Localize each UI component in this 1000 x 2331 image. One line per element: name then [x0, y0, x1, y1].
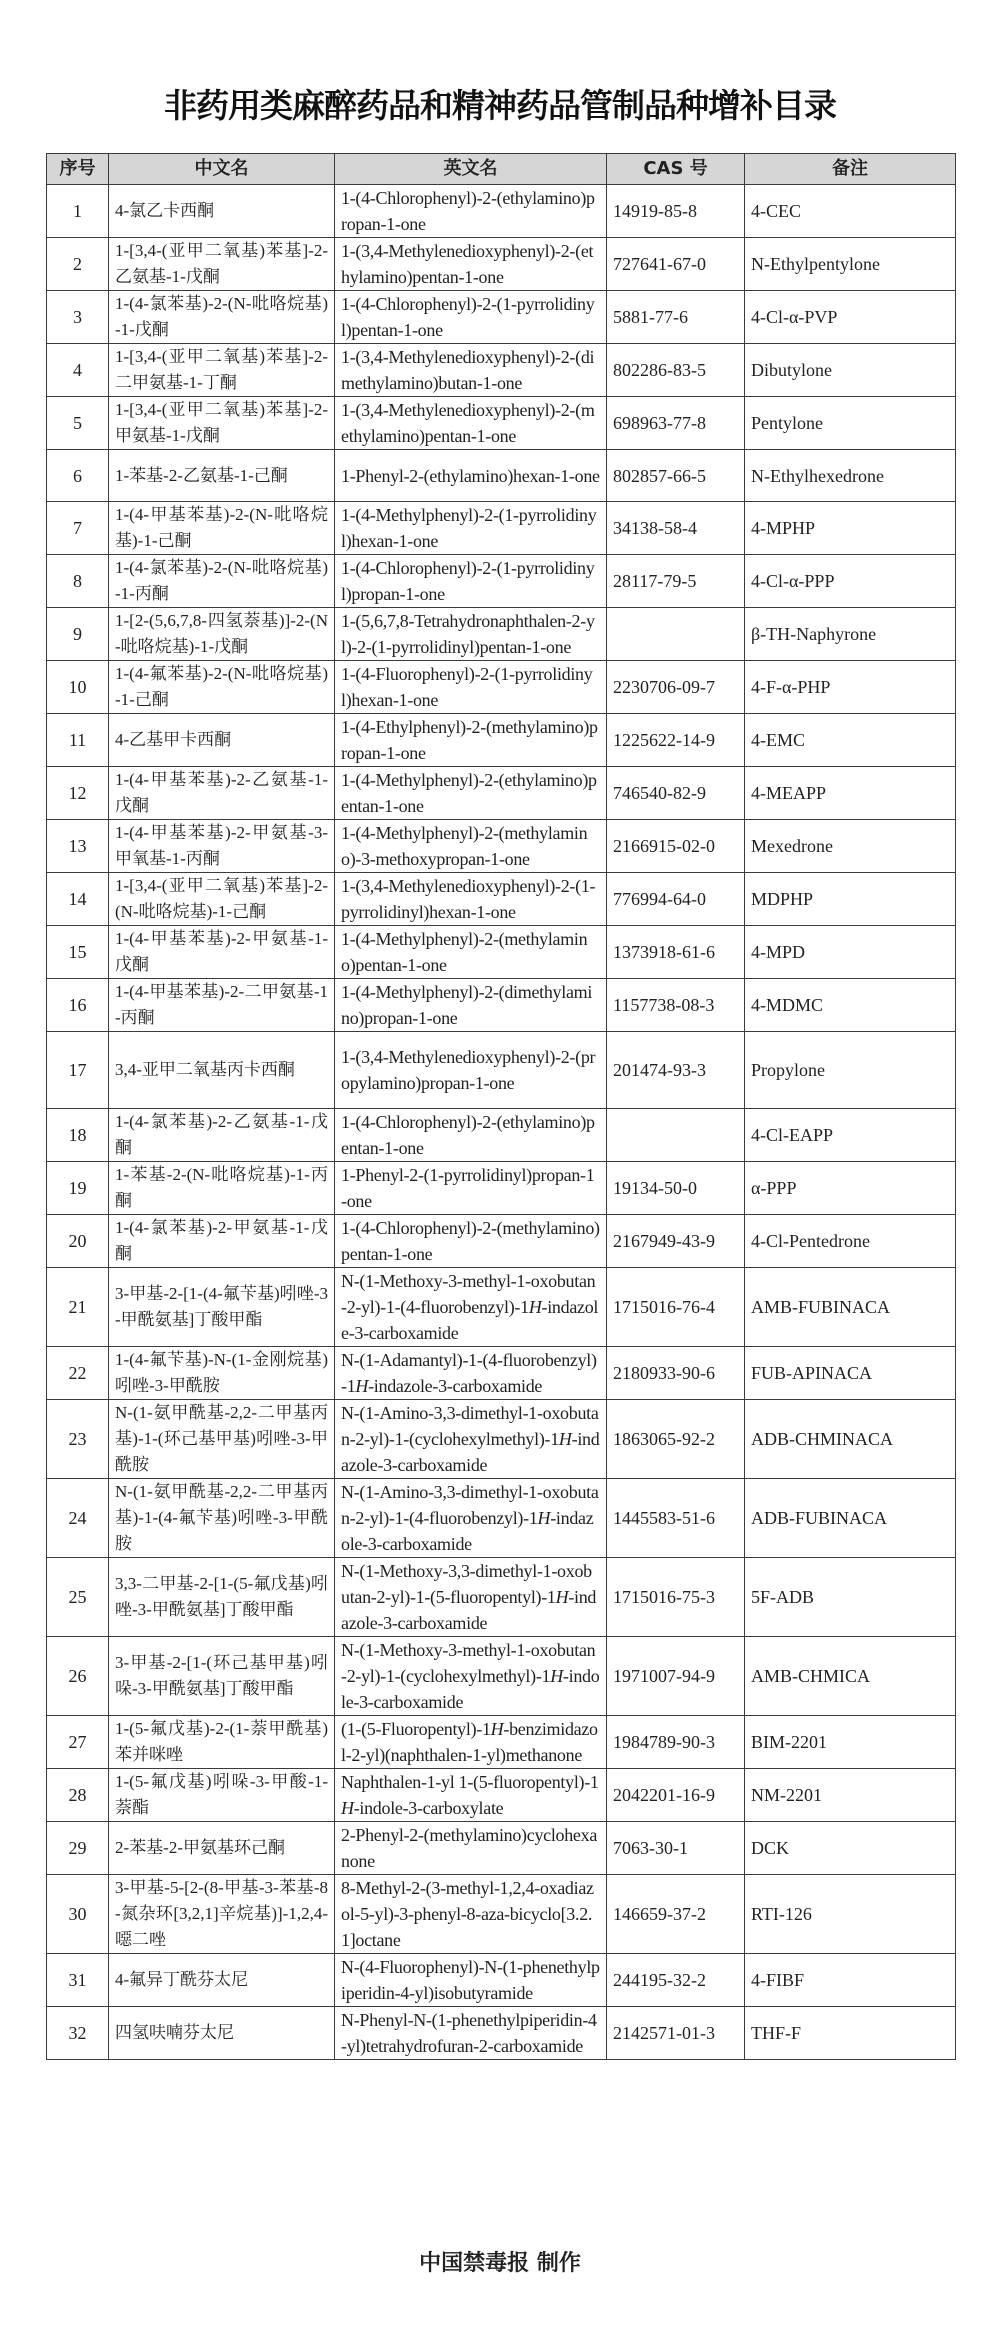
english-name: N-(1-Methoxy-3,3-dimethyl-1-oxobutan-2-yl)-1-(5-fluoropentyl)-1H-indazole-3-carboxamide — [335, 1558, 607, 1637]
row-index: 13 — [47, 820, 109, 873]
cas-number: 776994-64-0 — [607, 873, 745, 926]
row-index: 1 — [47, 185, 109, 238]
english-name: (1-(5-Fluoropentyl)-1H-benzimidazol-2-yl)(naphthalen-1-yl)methanone — [335, 1716, 607, 1769]
table-row — [47, 2007, 956, 2060]
cas-number: 201474-93-3 — [607, 1032, 745, 1109]
table-row — [47, 767, 956, 820]
chinese-name: 2-苯基-2-甲氨基环己酮 — [109, 1822, 335, 1875]
row-index: 31 — [47, 1954, 109, 2007]
table-row — [47, 502, 956, 555]
cas-number: 146659-37-2 — [607, 1875, 745, 1954]
remarks: 4-Cl-α-PPP — [745, 555, 956, 608]
chinese-name: 1-苯基-2-乙氨基-1-己酮 — [109, 450, 335, 502]
row-index: 19 — [47, 1162, 109, 1215]
row-index: 28 — [47, 1769, 109, 1822]
chinese-name: 3-甲基-2-[1-(4-氟苄基)吲唑-3-甲酰氨基]丁酸甲酯 — [109, 1268, 335, 1347]
table-row — [47, 1400, 956, 1479]
remarks: Propylone — [745, 1032, 956, 1109]
row-index: 22 — [47, 1347, 109, 1400]
remarks: N-Ethylpentylone — [745, 238, 956, 291]
chinese-name: 1-(4-氟苄基)-N-(1-金刚烷基)吲唑-3-甲酰胺 — [109, 1347, 335, 1400]
cas-number: 1445583-51-6 — [607, 1479, 745, 1558]
table-row — [47, 820, 956, 873]
header-chinese-name: 中文名 — [109, 154, 335, 185]
chinese-name: 1-苯基-2-(N-吡咯烷基)-1-丙酮 — [109, 1162, 335, 1215]
row-index: 16 — [47, 979, 109, 1032]
table-row — [47, 238, 956, 291]
row-index: 25 — [47, 1558, 109, 1637]
remarks: Pentylone — [745, 397, 956, 450]
english-name: N-(1-Amino-3,3-dimethyl-1-oxobutan-2-yl)-1-(cyclohexylmethyl)-1H-indazole-3-carboxamide — [335, 1400, 607, 1479]
english-name: 1-(3,4-Methylenedioxyphenyl)-2-(dimethylamino)butan-1-one — [335, 344, 607, 397]
row-index: 9 — [47, 608, 109, 661]
chinese-name: 3-甲基-5-[2-(8-甲基-3-苯基-8-氮杂环[3,2,1]辛烷基)]-1,2,4-噁二唑 — [109, 1875, 335, 1954]
row-index: 32 — [47, 2007, 109, 2060]
english-name: 1-(4-Methylphenyl)-2-(dimethylamino)propan-1-one — [335, 979, 607, 1032]
english-name: 1-(4-Methylphenyl)-2-(methylamino)-3-methoxypropan-1-one — [335, 820, 607, 873]
cas-number: 1715016-76-4 — [607, 1268, 745, 1347]
chinese-name: 3-甲基-2-[1-(环己基甲基)吲哚-3-甲酰氨基]丁酸甲酯 — [109, 1637, 335, 1716]
row-index: 7 — [47, 502, 109, 555]
cas-number: 2167949-43-9 — [607, 1215, 745, 1268]
english-name: 1-Phenyl-2-(ethylamino)hexan-1-one — [335, 450, 607, 502]
cas-number: 244195-32-2 — [607, 1954, 745, 2007]
row-index: 3 — [47, 291, 109, 344]
chinese-name: 1-(5-氟戊基)-2-(1-萘甲酰基)苯并咪唑 — [109, 1716, 335, 1769]
chinese-name: 1-[2-(5,6,7,8-四氢萘基)]-2-(N-吡咯烷基)-1-戊酮 — [109, 608, 335, 661]
remarks: AMB-FUBINACA — [745, 1268, 956, 1347]
cas-number: 727641-67-0 — [607, 238, 745, 291]
cas-number — [607, 1109, 745, 1162]
header-english-name: 英文名 — [335, 154, 607, 185]
table-row — [47, 1215, 956, 1268]
table-row — [47, 873, 956, 926]
remarks: FUB-APINACA — [745, 1347, 956, 1400]
controlled-substances-table — [46, 153, 956, 2060]
chinese-name: 1-[3,4-(亚甲二氧基)苯基]-2-乙氨基-1-戊酮 — [109, 238, 335, 291]
remarks: 4-CEC — [745, 185, 956, 238]
table-row — [47, 1162, 956, 1215]
english-name: N-(1-Amino-3,3-dimethyl-1-oxobutan-2-yl)-1-(4-fluorobenzyl)-1H-indazole-3-carboxamide — [335, 1479, 607, 1558]
cas-number: 1373918-61-6 — [607, 926, 745, 979]
row-index: 15 — [47, 926, 109, 979]
english-name: 1-(4-Methylphenyl)-2-(methylamino)pentan-1-one — [335, 926, 607, 979]
chinese-name: 1-[3,4-(亚甲二氧基)苯基]-2-(N-吡咯烷基)-1-己酮 — [109, 873, 335, 926]
table-row — [47, 1558, 956, 1637]
row-index: 4 — [47, 344, 109, 397]
cas-number: 14919-85-8 — [607, 185, 745, 238]
table-row — [47, 714, 956, 767]
remarks: 4-MPD — [745, 926, 956, 979]
row-index: 5 — [47, 397, 109, 450]
row-index: 10 — [47, 661, 109, 714]
row-index: 6 — [47, 450, 109, 502]
table-row — [47, 608, 956, 661]
remarks: RTI-126 — [745, 1875, 956, 1954]
row-index: 27 — [47, 1716, 109, 1769]
row-index: 11 — [47, 714, 109, 767]
english-name: 1-(3,4-Methylenedioxyphenyl)-2-(propylamino)propan-1-one — [335, 1032, 607, 1109]
chinese-name: 4-乙基甲卡西酮 — [109, 714, 335, 767]
remarks: NM-2201 — [745, 1769, 956, 1822]
remarks: 4-Cl-Pentedrone — [745, 1215, 956, 1268]
remarks: β-TH-Naphyrone — [745, 608, 956, 661]
chinese-name: 1-[3,4-(亚甲二氧基)苯基]-2-甲氨基-1-戊酮 — [109, 397, 335, 450]
cas-number: 2042201-16-9 — [607, 1769, 745, 1822]
remarks: N-Ethylhexedrone — [745, 450, 956, 502]
chinese-name: 1-(4-甲基苯基)-2-甲氨基-3-甲氧基-1-丙酮 — [109, 820, 335, 873]
cas-number: 5881-77-6 — [607, 291, 745, 344]
cas-number: 1715016-75-3 — [607, 1558, 745, 1637]
english-name: 1-(3,4-Methylenedioxyphenyl)-2-(methylamino)pentan-1-one — [335, 397, 607, 450]
chinese-name: 1-(4-甲基苯基)-2-二甲氨基-1-丙酮 — [109, 979, 335, 1032]
chinese-name: 1-(4-氟苯基)-2-(N-吡咯烷基)-1-己酮 — [109, 661, 335, 714]
cas-number: 2142571-01-3 — [607, 2007, 745, 2060]
cas-number: 802286-83-5 — [607, 344, 745, 397]
row-index: 24 — [47, 1479, 109, 1558]
chinese-name: 1-(4-甲基苯基)-2-甲氨基-1-戊酮 — [109, 926, 335, 979]
english-name: 1-Phenyl-2-(1-pyrrolidinyl)propan-1-one — [335, 1162, 607, 1215]
table-row — [47, 1479, 956, 1558]
row-index: 12 — [47, 767, 109, 820]
english-name: 2-Phenyl-2-(methylamino)cyclohexanone — [335, 1822, 607, 1875]
table-row — [47, 661, 956, 714]
cas-number: 7063-30-1 — [607, 1822, 745, 1875]
remarks: 5F-ADB — [745, 1558, 956, 1637]
table-row — [47, 1637, 956, 1716]
chinese-name: 1-(4-氯苯基)-2-(N-吡咯烷基)-1-戊酮 — [109, 291, 335, 344]
remarks: THF-F — [745, 2007, 956, 2060]
table-body — [47, 185, 956, 2060]
chinese-name: N-(1-氨甲酰基-2,2-二甲基丙基)-1-(4-氟苄基)吲唑-3-甲酰胺 — [109, 1479, 335, 1558]
remarks: 4-MEAPP — [745, 767, 956, 820]
remarks: MDPHP — [745, 873, 956, 926]
remarks: BIM-2201 — [745, 1716, 956, 1769]
footer-credit: 中国禁毒报 制作 — [419, 2251, 581, 2276]
cas-number: 2166915-02-0 — [607, 820, 745, 873]
table-row — [47, 1032, 956, 1109]
row-index: 26 — [47, 1637, 109, 1716]
header-remarks: 备注 — [745, 154, 956, 185]
cas-number: 1971007-94-9 — [607, 1637, 745, 1716]
page-title: 非药用类麻醉药品和精神药品管制品种增补目录 — [164, 86, 836, 125]
remarks: 4-FIBF — [745, 1954, 956, 2007]
cas-number: 28117-79-5 — [607, 555, 745, 608]
english-name: 1-(4-Chlorophenyl)-2-(methylamino)pentan-1-one — [335, 1215, 607, 1268]
chinese-name: 1-(4-甲基苯基)-2-(N-吡咯烷基)-1-己酮 — [109, 502, 335, 555]
table-row — [47, 185, 956, 238]
cas-number: 1225622-14-9 — [607, 714, 745, 767]
row-index: 29 — [47, 1822, 109, 1875]
cas-number: 746540-82-9 — [607, 767, 745, 820]
english-name: 1-(4-Methylphenyl)-2-(1-pyrrolidinyl)hexan-1-one — [335, 502, 607, 555]
table-row — [47, 344, 956, 397]
cas-number: 1863065-92-2 — [607, 1400, 745, 1479]
row-index: 23 — [47, 1400, 109, 1479]
cas-number: 802857-66-5 — [607, 450, 745, 502]
english-name: N-(1-Adamantyl)-1-(4-fluorobenzyl)-1H-indazole-3-carboxamide — [335, 1347, 607, 1400]
cas-number: 2230706-09-7 — [607, 661, 745, 714]
cas-number: 1984789-90-3 — [607, 1716, 745, 1769]
table-row — [47, 1109, 956, 1162]
row-index: 14 — [47, 873, 109, 926]
row-index: 17 — [47, 1032, 109, 1109]
remarks: 4-EMC — [745, 714, 956, 767]
chinese-name: 3,3-二甲基-2-[1-(5-氟戊基)吲唑-3-甲酰氨基]丁酸甲酯 — [109, 1558, 335, 1637]
chinese-name: 1-(4-氯苯基)-2-乙氨基-1-戊酮 — [109, 1109, 335, 1162]
header-cas-number: CAS 号 — [607, 154, 745, 185]
row-index: 21 — [47, 1268, 109, 1347]
chinese-name: 1-(5-氟戊基)吲哚-3-甲酸-1-萘酯 — [109, 1769, 335, 1822]
cas-number: 698963-77-8 — [607, 397, 745, 450]
chinese-name: N-(1-氨甲酰基-2,2-二甲基丙基)-1-(环己基甲基)吲唑-3-甲酰胺 — [109, 1400, 335, 1479]
english-name: 1-(4-Chlorophenyl)-2-(ethylamino)propan-1-one — [335, 185, 607, 238]
remarks: 4-Cl-EAPP — [745, 1109, 956, 1162]
english-name: 1-(4-Chlorophenyl)-2-(1-pyrrolidinyl)pentan-1-one — [335, 291, 607, 344]
remarks: ADB-FUBINACA — [745, 1479, 956, 1558]
chinese-name: 4-氟异丁酰芬太尼 — [109, 1954, 335, 2007]
cas-number: 34138-58-4 — [607, 502, 745, 555]
english-name: 1-(4-Ethylphenyl)-2-(methylamino)propan-1-one — [335, 714, 607, 767]
row-index: 18 — [47, 1109, 109, 1162]
remarks: 4-MPHP — [745, 502, 956, 555]
remarks: ADB-CHMINACA — [745, 1400, 956, 1479]
table-row — [47, 1822, 956, 1875]
english-name: 8-Methyl-2-(3-methyl-1,2,4-oxadiazol-5-yl)-3-phenyl-8-aza-bicyclo[3.2.1]octane — [335, 1875, 607, 1954]
table-row — [47, 1769, 956, 1822]
remarks: 4-Cl-α-PVP — [745, 291, 956, 344]
remarks: 4-F-α-PHP — [745, 661, 956, 714]
row-index: 30 — [47, 1875, 109, 1954]
table-row — [47, 555, 956, 608]
table-row — [47, 450, 956, 502]
english-name: 1-(5,6,7,8-Tetrahydronaphthalen-2-yl)-2-(1-pyrrolidinyl)pentan-1-one — [335, 608, 607, 661]
english-name: 1-(3,4-Methylenedioxyphenyl)-2-(ethylamino)pentan-1-one — [335, 238, 607, 291]
cas-number: 19134-50-0 — [607, 1162, 745, 1215]
english-name: 1-(4-Fluorophenyl)-2-(1-pyrrolidinyl)hexan-1-one — [335, 661, 607, 714]
english-name: Naphthalen-1-yl 1-(5-fluoropentyl)-1H-indole-3-carboxylate — [335, 1769, 607, 1822]
row-index: 20 — [47, 1215, 109, 1268]
remarks: α-PPP — [745, 1162, 956, 1215]
remarks: 4-MDMC — [745, 979, 956, 1032]
english-name: N-(1-Methoxy-3-methyl-1-oxobutan-2-yl)-1-(4-fluorobenzyl)-1H-indazole-3-carboxamide — [335, 1268, 607, 1347]
cas-number: 1157738-08-3 — [607, 979, 745, 1032]
table-row — [47, 1875, 956, 1954]
english-name: N-(4-Fluorophenyl)-N-(1-phenethylpiperidin-4-yl)isobutyramide — [335, 1954, 607, 2007]
row-index: 2 — [47, 238, 109, 291]
remarks: Dibutylone — [745, 344, 956, 397]
table-row — [47, 1268, 956, 1347]
table-header-row — [47, 154, 956, 185]
chinese-name: 1-[3,4-(亚甲二氧基)苯基]-2-二甲氨基-1-丁酮 — [109, 344, 335, 397]
chinese-name: 四氢呋喃芬太尼 — [109, 2007, 335, 2060]
table-row — [47, 397, 956, 450]
table-row — [47, 979, 956, 1032]
cas-number — [607, 608, 745, 661]
cas-number: 2180933-90-6 — [607, 1347, 745, 1400]
header-index: 序号 — [47, 154, 109, 185]
english-name: N-Phenyl-N-(1-phenethylpiperidin-4-yl)tetrahydrofuran-2-carboxamide — [335, 2007, 607, 2060]
table-row — [47, 926, 956, 979]
chinese-name: 1-(4-甲基苯基)-2-乙氨基-1-戊酮 — [109, 767, 335, 820]
table-row — [47, 1716, 956, 1769]
english-name: 1-(4-Chlorophenyl)-2-(ethylamino)pentan-1-one — [335, 1109, 607, 1162]
chinese-name: 1-(4-氯苯基)-2-甲氨基-1-戊酮 — [109, 1215, 335, 1268]
english-name: N-(1-Methoxy-3-methyl-1-oxobutan-2-yl)-1-(cyclohexylmethyl)-1H-indole-3-carboxamide — [335, 1637, 607, 1716]
remarks: AMB-CHMICA — [745, 1637, 956, 1716]
row-index: 8 — [47, 555, 109, 608]
english-name: 1-(4-Chlorophenyl)-2-(1-pyrrolidinyl)propan-1-one — [335, 555, 607, 608]
english-name: 1-(4-Methylphenyl)-2-(ethylamino)pentan-1-one — [335, 767, 607, 820]
table-row — [47, 1954, 956, 2007]
english-name: 1-(3,4-Methylenedioxyphenyl)-2-(1-pyrrolidinyl)hexan-1-one — [335, 873, 607, 926]
chinese-name: 1-(4-氯苯基)-2-(N-吡咯烷基)-1-丙酮 — [109, 555, 335, 608]
chinese-name: 3,4-亚甲二氧基丙卡西酮 — [109, 1032, 335, 1109]
table-row — [47, 291, 956, 344]
chinese-name: 4-氯乙卡西酮 — [109, 185, 335, 238]
remarks: DCK — [745, 1822, 956, 1875]
remarks: Mexedrone — [745, 820, 956, 873]
table-row — [47, 1347, 956, 1400]
